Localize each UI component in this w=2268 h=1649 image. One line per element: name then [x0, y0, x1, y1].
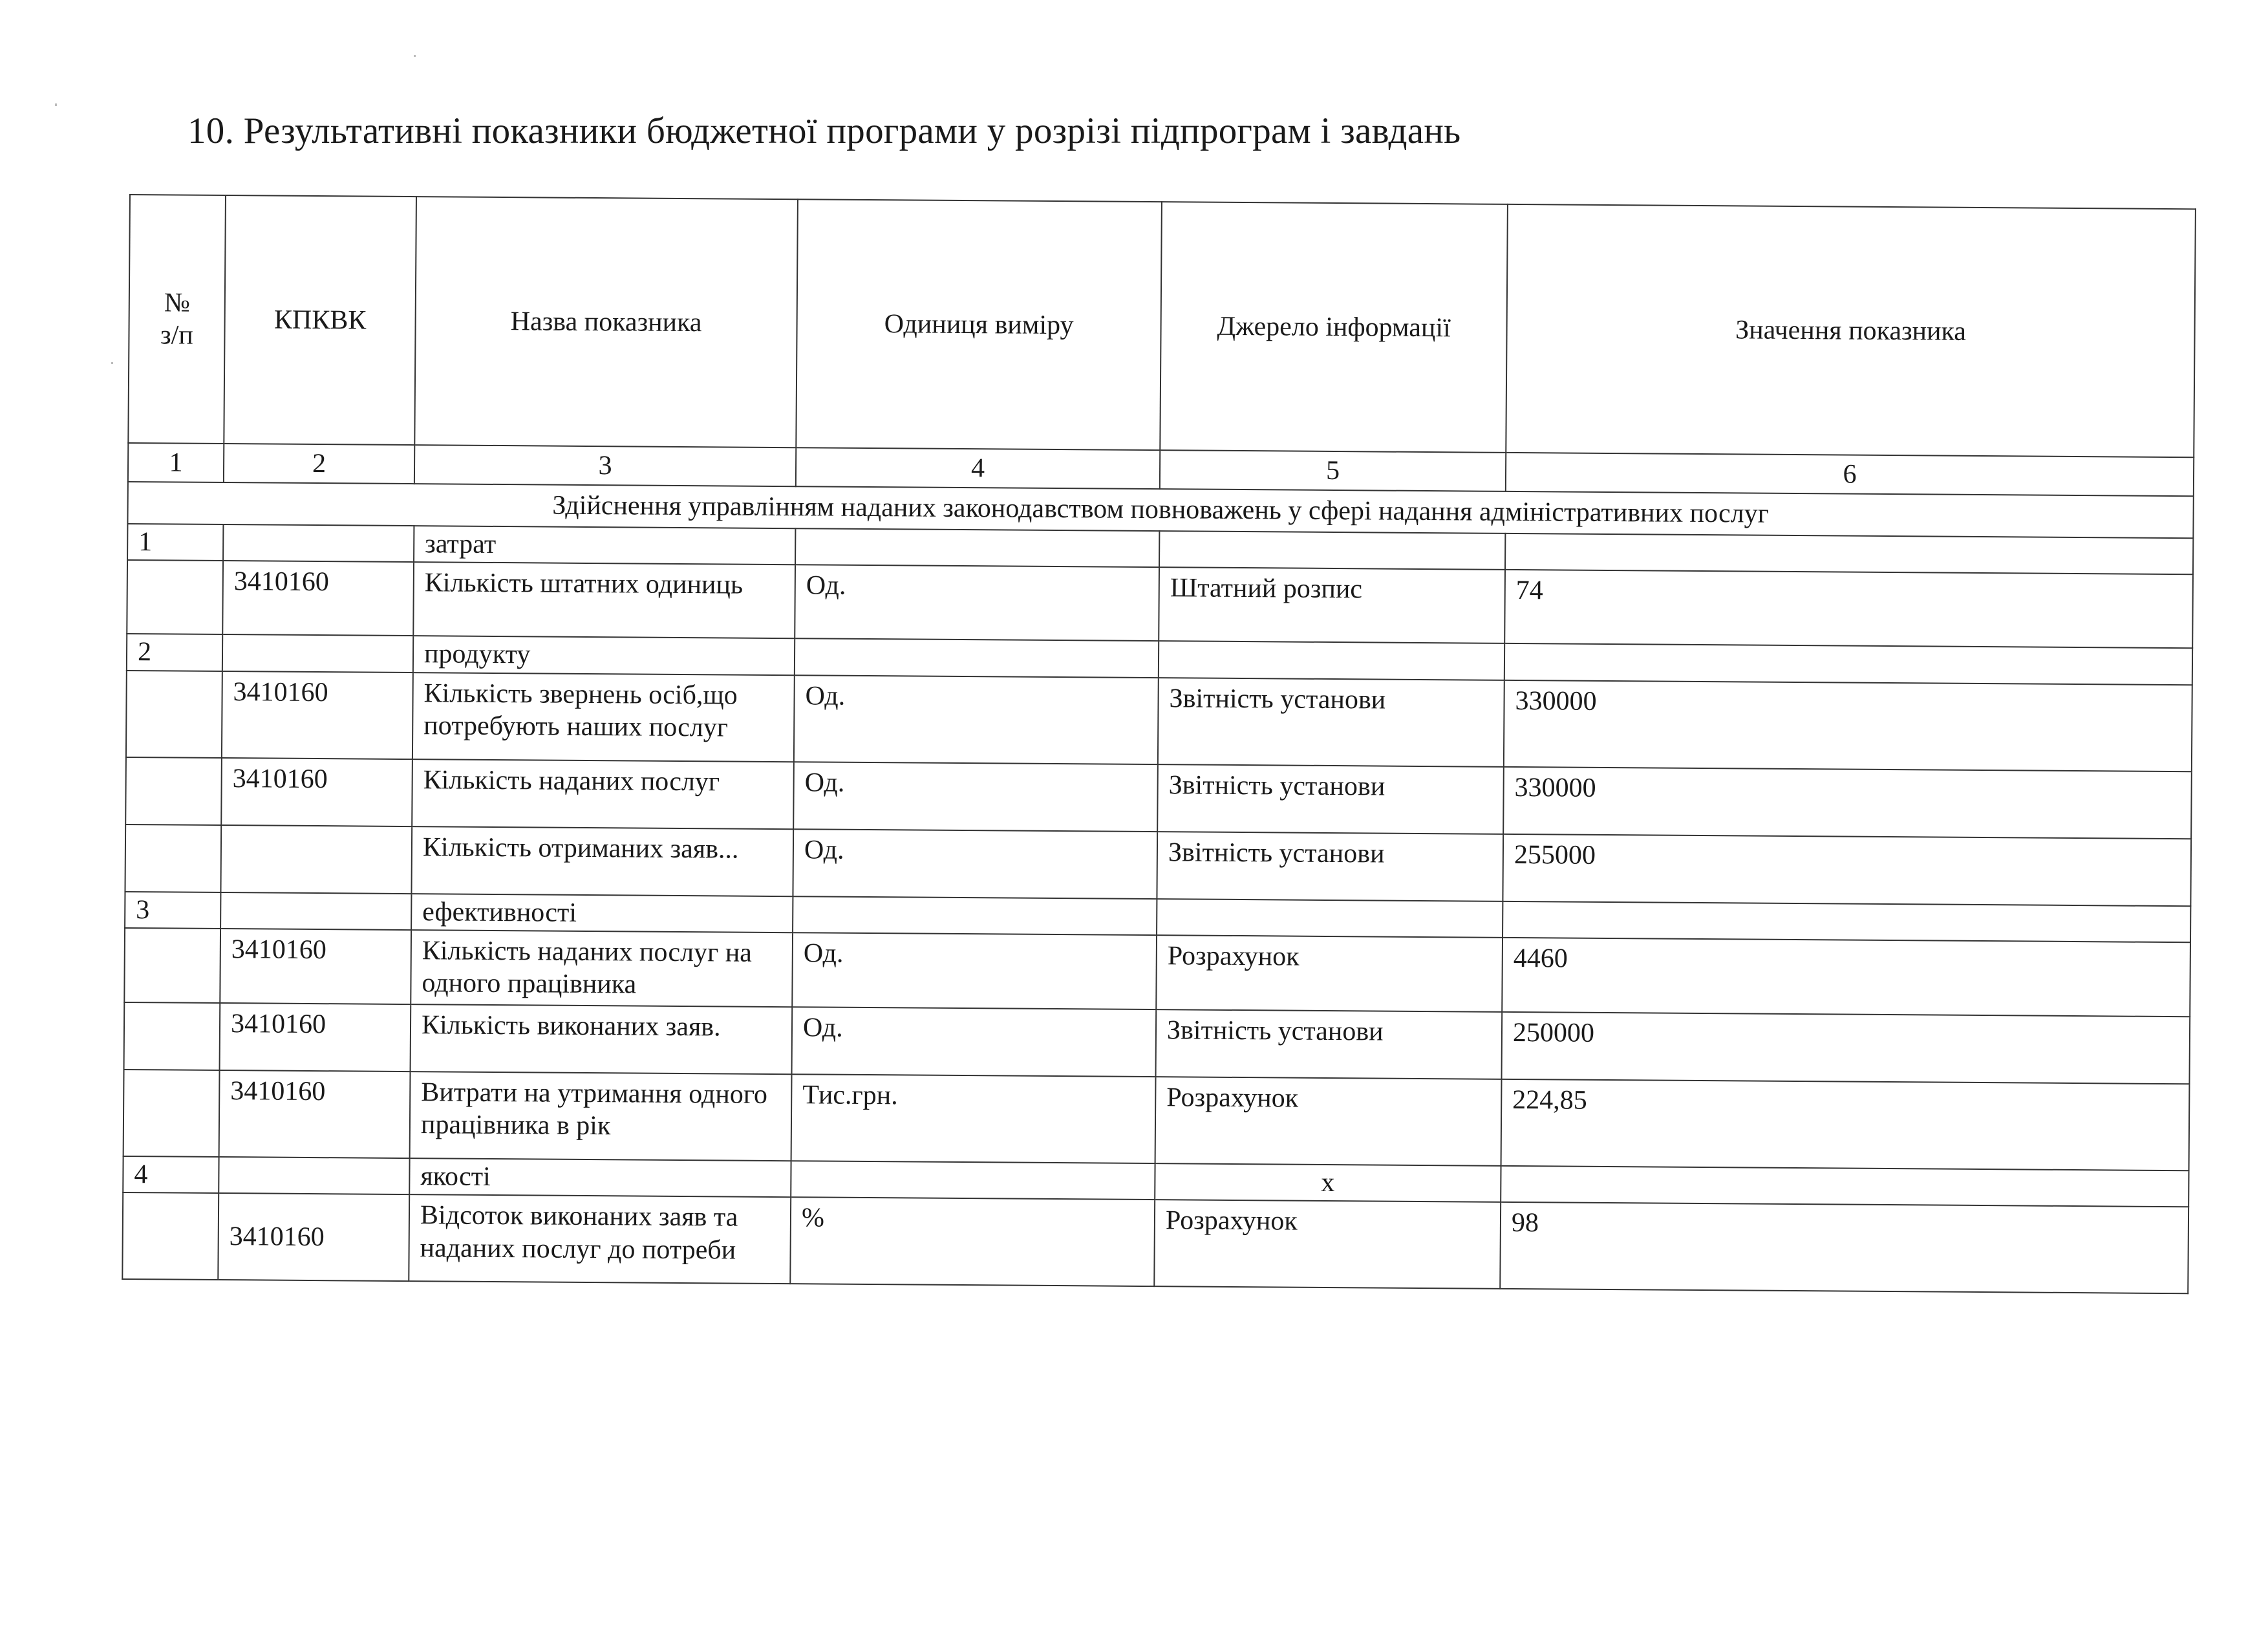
row-value: 250000	[1501, 1012, 2190, 1084]
column-header-number-text: № з/п	[160, 287, 194, 350]
column-number: 4	[796, 447, 1160, 489]
row-source: Штатний розпис	[1159, 567, 1505, 643]
column-header-code: КПКВК	[224, 195, 416, 445]
row-number-cell	[125, 757, 222, 825]
category-code-cell	[222, 634, 413, 672]
scan-mark	[111, 362, 113, 364]
column-number: 6	[1506, 453, 2194, 497]
row-indicator: Кількість виконаних заяв.	[411, 1004, 793, 1074]
row-indicator: Витрати на утримання одного працівника в рік	[410, 1072, 792, 1161]
row-source: Розрахунок	[1154, 1200, 1501, 1289]
row-source: Звітність установи	[1158, 678, 1504, 767]
row-unit: %	[790, 1197, 1155, 1286]
table-row	[124, 928, 2190, 1017]
row-code: 3410160	[220, 1003, 411, 1072]
category-number: 2	[127, 634, 222, 671]
column-number: 3	[414, 445, 796, 487]
category-code-cell	[220, 892, 411, 930]
category-name: затрат	[414, 526, 795, 565]
column-header-unit: Одиниця виміру	[796, 199, 1162, 450]
table-header-row	[128, 195, 2196, 457]
category-source-cell	[1159, 531, 1505, 570]
column-number: 2	[224, 444, 414, 484]
category-value-cell	[1503, 901, 2190, 942]
row-code: 3410160	[219, 1070, 411, 1158]
row-value: 224,85	[1501, 1079, 2190, 1170]
row-indicator: Відсоток виконаних заяв та наданих послуг до потреби	[409, 1194, 791, 1284]
row-code	[220, 825, 412, 894]
row-number-cell	[124, 928, 220, 1003]
row-unit: Од.	[795, 565, 1159, 641]
category-mark: x	[1155, 1163, 1501, 1202]
category-unit-cell	[793, 896, 1157, 935]
row-code: 3410160	[222, 561, 414, 636]
row-value: 74	[1504, 570, 2193, 648]
row-source: Розрахунок	[1156, 935, 1503, 1012]
row-number-cell	[127, 560, 223, 634]
category-code-cell	[219, 1157, 409, 1194]
table-row	[122, 1192, 2188, 1293]
category-value-cell	[1504, 643, 2192, 685]
column-number: 1	[128, 443, 224, 482]
row-code: 3410160	[221, 758, 412, 826]
category-code-cell	[223, 524, 414, 562]
column-header-number	[128, 195, 226, 444]
section-title: Здійснення управлінням наданих законодавством повноважень у сфері надання адміністративних послуг	[127, 482, 2193, 538]
row-indicator: Кількість наданих послуг на одного працівника	[411, 930, 793, 1007]
row-unit: Од.	[793, 762, 1158, 832]
category-source-cell	[1159, 641, 1504, 680]
category-source-cell	[1157, 899, 1503, 938]
category-number: 4	[123, 1156, 219, 1193]
row-value: 330000	[1504, 680, 2192, 771]
row-number-cell	[122, 1192, 219, 1280]
row-unit: Тис.грн.	[791, 1074, 1156, 1163]
row-number-cell	[123, 1070, 220, 1157]
row-unit: Од.	[792, 932, 1157, 1009]
row-indicator: Кількість звернень осіб,що потребують наших послуг	[412, 673, 795, 762]
row-number-cell	[124, 1002, 220, 1070]
row-code: 3410160	[220, 929, 411, 1004]
category-name: продукту	[413, 636, 795, 675]
category-name: якості	[409, 1158, 791, 1198]
scan-mark	[414, 55, 416, 57]
table-row	[126, 671, 2192, 771]
category-unit-cell	[795, 528, 1159, 567]
category-number: 3	[125, 892, 220, 929]
row-number-cell	[126, 671, 222, 758]
category-unit-cell	[791, 1161, 1155, 1200]
category-number: 1	[127, 524, 223, 561]
column-header-value: Значення показника	[1506, 204, 2196, 457]
row-indicator: Кількість штатних одиниць	[413, 562, 795, 638]
category-unit-cell	[795, 638, 1159, 677]
row-code: 3410160	[222, 671, 413, 759]
column-number: 5	[1160, 450, 1506, 491]
row-value: 98	[1500, 1202, 2188, 1293]
row-source: Розрахунок	[1155, 1077, 1502, 1166]
table-row	[127, 560, 2193, 648]
row-code: 3410160	[218, 1193, 409, 1281]
row-value: 330000	[1503, 766, 2192, 838]
performance-indicators-table	[122, 194, 2196, 1294]
row-unit: Од.	[794, 675, 1159, 764]
row-value: 4460	[1502, 938, 2190, 1017]
category-name: ефективності	[411, 894, 793, 933]
row-source: Звітність установи	[1156, 1009, 1503, 1079]
category-value-cell	[1505, 534, 2193, 575]
column-header-source: Джерело інформації	[1160, 202, 1508, 453]
row-indicator: Кількість наданих послуг	[412, 759, 794, 829]
row-indicator: Кількість отриманих заяв...	[411, 826, 793, 896]
row-source: Звітність установи	[1157, 832, 1503, 901]
row-number-cell	[125, 824, 221, 892]
row-unit: Од.	[792, 1007, 1157, 1077]
row-source: Звітність установи	[1157, 764, 1504, 834]
page-title: 10. Результативні показники бюджетної програми у розрізі підпрограм і завдань	[187, 111, 1461, 151]
table-row	[123, 1070, 2190, 1170]
column-header-indicator: Назва показника	[414, 197, 798, 447]
scan-mark	[55, 103, 57, 106]
row-unit: Од.	[793, 829, 1157, 899]
category-value-cell	[1501, 1166, 2188, 1207]
row-value: 255000	[1503, 834, 2191, 905]
